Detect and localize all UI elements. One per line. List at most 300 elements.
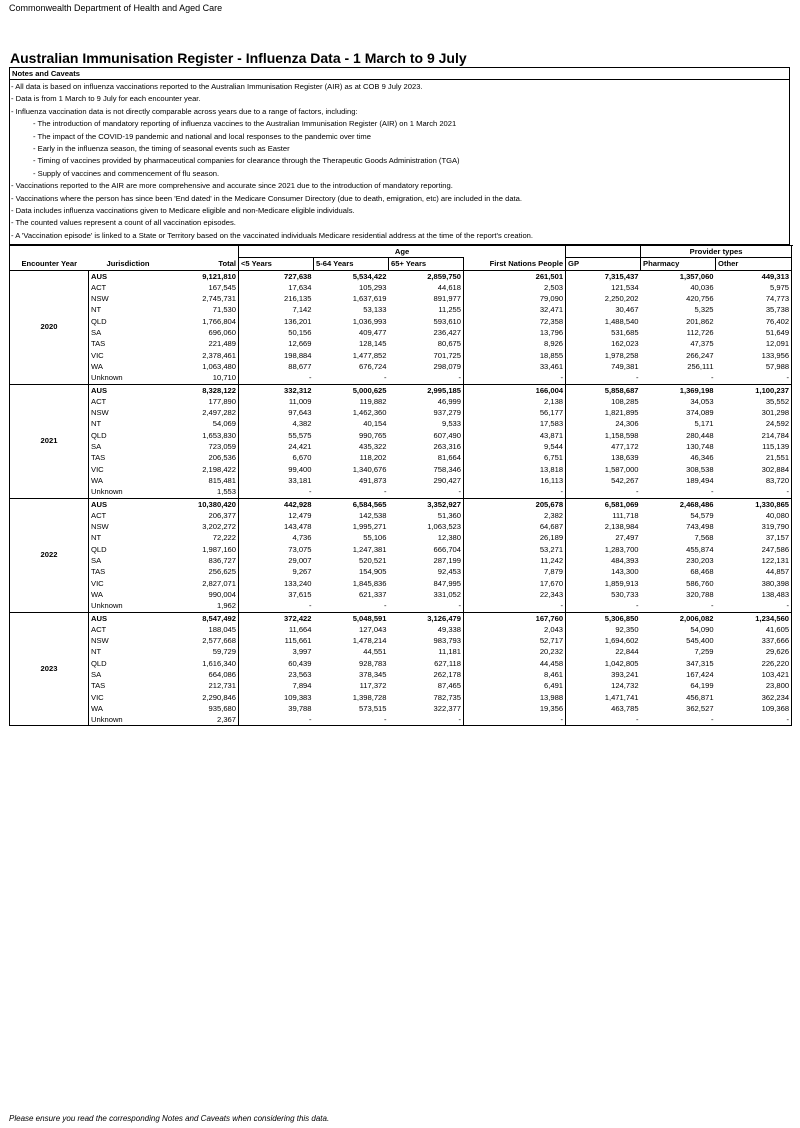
cell-gp: 162,023 (566, 338, 641, 349)
cell-jurisdiction: TAS (89, 566, 168, 577)
cell-jurisdiction: QLD (89, 316, 168, 327)
table-row (10, 372, 792, 384)
cell-5-64: 119,882 (359, 396, 387, 406)
cell-5-64: 128,145 (359, 339, 387, 349)
cell-other: 35,552 (716, 396, 792, 407)
cell-jurisdiction: TAS (89, 452, 168, 463)
cell-pharmacy: 112,726 (686, 328, 714, 338)
cell-5-64: - (314, 486, 389, 498)
cell-total: 54,069 (212, 419, 236, 429)
table-row (10, 658, 792, 669)
cell-total: 3,202,272 (202, 522, 236, 532)
cell-pharmacy: 743,498 (686, 522, 714, 532)
cell-pharmacy: 130,748 (686, 442, 714, 452)
cell-total: 1,766,804 (202, 316, 236, 326)
cell-total: 1,616,340 (202, 658, 236, 668)
cell-5-64: 53,133 (363, 305, 387, 315)
cell-pharmacy: - (641, 600, 716, 612)
cell-gp: 7,315,437 (566, 270, 641, 282)
cell-jurisdiction: SA (89, 669, 168, 680)
cell-under5: 37,615 (239, 589, 314, 600)
table-row (10, 714, 792, 726)
cell-total: 72,222 (212, 533, 236, 543)
cell-gp: 6,581,069 (566, 498, 641, 510)
cell-first-nations: 8,926 (464, 338, 566, 349)
cell-under5: 97,643 (239, 407, 314, 418)
cell-under5: 115,661 (239, 635, 314, 646)
cell-first-nations: - (464, 714, 566, 726)
cell-65plus: 666,704 (433, 544, 461, 554)
note-line: - The impact of the COVID-19 pandemic and national and local responses to the pandemic over time (33, 131, 371, 141)
cell-5-64: 409,477 (359, 328, 387, 338)
cell-pharmacy: 46,346 (690, 453, 714, 463)
cell-first-nations: 32,471 (464, 304, 566, 315)
cell-total: 935,680 (208, 703, 236, 713)
cell-first-nations: 2,382 (464, 510, 566, 521)
cell-pharmacy: 545,400 (686, 636, 714, 646)
cell-other: 214,784 (716, 430, 792, 441)
cell-gp: 463,785 (566, 703, 641, 714)
cell-total: 2,290,846 (202, 692, 236, 702)
cell-jurisdiction: TAS (89, 338, 168, 349)
cell-5-64: 44,551 (363, 647, 387, 657)
cell-pharmacy: - (641, 372, 716, 384)
cell-first-nations: 53,271 (464, 544, 566, 555)
table-row (10, 624, 792, 635)
cell-other: 35,738 (716, 304, 792, 315)
cell-gp: 138,639 (566, 452, 641, 463)
cell-jurisdiction: NSW (89, 407, 168, 418)
cell-65plus: 49,338 (437, 624, 461, 634)
cell-other: 23,800 (716, 680, 792, 691)
cell-65plus: 322,377 (433, 703, 461, 713)
table-row (10, 486, 792, 498)
cell-65plus: 11,255 (438, 305, 461, 315)
cell-pharmacy: 362,527 (686, 703, 714, 713)
table-row (10, 464, 792, 475)
cell-jurisdiction: Unknown (89, 600, 168, 612)
cell-gp: - (566, 372, 641, 384)
cell-5-64: 1,845,836 (352, 578, 387, 588)
cell-jurisdiction: TAS (89, 680, 168, 691)
cell-under5: 55,575 (239, 430, 314, 441)
cell-jurisdiction: QLD (89, 658, 168, 669)
cell-other: - (716, 600, 792, 612)
cell-pharmacy: 256,111 (687, 361, 714, 371)
cell-65plus: 81,664 (437, 453, 461, 463)
cell-gp: 1,694,602 (566, 635, 641, 646)
cell-total: 664,086 (208, 669, 236, 679)
cell-65plus: 262,178 (433, 669, 461, 679)
cell-total: 256,625 (208, 567, 236, 577)
cell-65plus: 847,995 (433, 578, 461, 588)
cell-other: 337,666 (716, 635, 792, 646)
cell-under5: 143,478 (239, 521, 314, 532)
cell-gp: 2,250,202 (566, 293, 641, 304)
cell-pharmacy: 68,468 (690, 567, 714, 577)
cell-total: 2,497,282 (202, 408, 236, 418)
cell-5-64: 1,478,214 (352, 636, 387, 646)
cell-pharmacy: 2,468,486 (679, 499, 714, 509)
cell-first-nations: 18,855 (464, 350, 566, 361)
cell-65plus: 236,427 (433, 328, 461, 338)
cell-other: 1,100,237 (716, 384, 792, 396)
cell-first-nations: 43,871 (464, 430, 566, 441)
cell-under5: 332,312 (239, 384, 314, 396)
cell-gp: 5,306,850 (566, 612, 641, 624)
cell-jurisdiction: Unknown (89, 714, 168, 726)
cell-65plus: - (389, 600, 464, 612)
cell-5-64: 520,521 (359, 556, 387, 566)
cell-jurisdiction: VIC (89, 692, 168, 703)
cell-first-nations: 52,717 (464, 635, 566, 646)
cell-total: 2,367 (168, 714, 239, 726)
note-line: - Data is from 1 March to 9 July for each encounter year. (11, 94, 201, 104)
cell-jurisdiction: WA (89, 703, 168, 714)
cell-5-64: 621,337 (359, 589, 387, 599)
table-row (10, 600, 792, 612)
cell-65plus: 2,995,185 (427, 385, 461, 395)
cell-65plus: 12,380 (437, 533, 461, 543)
cell-jurisdiction: ACT (89, 396, 168, 407)
cell-gp: 1,158,598 (566, 430, 641, 441)
cell-first-nations: 20,232 (464, 646, 566, 657)
table-row (10, 578, 792, 589)
cell-total: 836,727 (208, 556, 236, 566)
cell-pharmacy: 374,089 (686, 408, 714, 418)
cell-under5: 17,634 (239, 282, 314, 293)
cell-first-nations: - (464, 486, 566, 498)
cell-jurisdiction: NSW (89, 293, 168, 304)
cell-under5: 372,422 (239, 612, 314, 624)
cell-first-nations: - (464, 372, 566, 384)
cell-pharmacy: 1,357,060 (679, 271, 714, 281)
cell-gp: 111,718 (566, 510, 641, 521)
cell-pharmacy: - (641, 486, 716, 498)
cell-pharmacy: 347,315 (686, 658, 714, 668)
table-row (10, 498, 792, 510)
cell-other: 41,605 (716, 624, 792, 635)
cell-total: 10,380,420 (197, 499, 236, 509)
cell-other: 29,626 (716, 646, 792, 657)
cell-65plus: 2,859,750 (427, 271, 461, 281)
cell-jurisdiction: Unknown (89, 372, 168, 384)
cell-under5: 88,677 (239, 361, 314, 372)
table-row (10, 407, 792, 418)
cell-5-64: 1,036,993 (352, 316, 387, 326)
table-row (10, 384, 792, 396)
col-header-5-64: 5-64 Years (314, 258, 389, 270)
note-line: - Data includes influenza vaccinations given to Medicare eligible and non-Medicare eligible individuals. (11, 205, 355, 215)
cell-under5: 216,135 (239, 293, 314, 304)
cell-5-64: 142,538 (359, 510, 387, 520)
cell-other: 302,884 (716, 464, 792, 475)
cell-other: 1,234,560 (716, 612, 792, 624)
cell-gp: 92,350 (566, 624, 641, 635)
cell-5-64: 1,340,676 (352, 464, 387, 474)
cell-jurisdiction: AUS (89, 384, 168, 396)
table-row (10, 692, 792, 703)
cell-other: 44,857 (716, 566, 792, 577)
cell-gp: 531,685 (566, 327, 641, 338)
cell-65plus: 937,279 (433, 408, 461, 418)
cell-under5: 4,736 (239, 532, 314, 543)
cell-other: 122,131 (716, 555, 792, 566)
col-header-total: Total (168, 258, 239, 270)
cell-65plus: 80,675 (437, 339, 461, 349)
cell-pharmacy: 308,538 (686, 464, 714, 474)
cell-under5: 33,181 (239, 475, 314, 486)
table-row (10, 338, 792, 349)
cell-65plus: 51,360 (437, 510, 461, 520)
cell-65plus: 46,999 (437, 396, 461, 406)
cell-first-nations: 44,458 (464, 658, 566, 669)
cell-total: 206,536 (208, 453, 236, 463)
cell-65plus: 3,352,927 (427, 499, 461, 509)
cell-first-nations: - (464, 600, 566, 612)
cell-other: 21,551 (716, 452, 792, 463)
cell-total: 2,378,461 (202, 350, 236, 360)
cell-first-nations: 13,988 (464, 692, 566, 703)
encounter-year-cell: 2020 (10, 270, 89, 384)
cell-first-nations: 26,189 (464, 532, 566, 543)
cell-pharmacy: 230,203 (686, 556, 714, 566)
cell-pharmacy: 47,375 (690, 339, 714, 349)
cell-under5: 727,638 (239, 270, 314, 282)
table-row (10, 316, 792, 327)
cell-jurisdiction: WA (89, 475, 168, 486)
cell-gp: - (566, 714, 641, 726)
cell-5-64: 127,043 (359, 624, 387, 634)
cell-other: 115,139 (716, 441, 792, 452)
table-row (10, 282, 792, 293)
cell-5-64: 1,247,381 (352, 544, 387, 554)
cell-pharmacy: 54,579 (690, 510, 714, 520)
cell-jurisdiction: VIC (89, 578, 168, 589)
cell-65plus: 287,199 (433, 556, 461, 566)
cell-5-64: 1,637,619 (352, 294, 387, 304)
cell-65plus: 891,977 (433, 294, 461, 304)
cell-total: 212,731 (208, 681, 236, 691)
cell-5-64: 1,462,360 (352, 408, 387, 418)
cell-5-64: 1,398,728 (352, 692, 387, 702)
cell-65plus: 701,725 (433, 350, 461, 360)
encounter-year-cell: 2022 (10, 498, 89, 612)
cell-gp: 1,488,540 (566, 316, 641, 327)
cell-first-nations: 205,678 (464, 498, 566, 510)
table-row (10, 521, 792, 532)
cell-under5: 12,479 (239, 510, 314, 521)
cell-65plus: 92,453 (437, 567, 461, 577)
cell-gp: 27,497 (566, 532, 641, 543)
cell-total: 1,653,830 (202, 430, 236, 440)
cell-gp: 143,300 (566, 566, 641, 577)
col-header-65plus: 65+ Years (389, 258, 464, 270)
cell-under5: 3,997 (239, 646, 314, 657)
col-header-gp: GP (566, 258, 641, 270)
cell-other: 226,220 (716, 658, 792, 669)
cell-5-64: 154,905 (359, 567, 387, 577)
table-row (10, 475, 792, 486)
cell-65plus: 331,052 (433, 589, 461, 599)
cell-under5: 23,563 (239, 669, 314, 680)
note-line: - Early in the influenza season, the timing of seasonal events such as Easter (33, 143, 290, 153)
provider-group-header: Provider types (641, 246, 792, 258)
cell-first-nations: 11,242 (464, 555, 566, 566)
cell-pharmacy: 456,871 (686, 692, 714, 702)
cell-total: 8,328,122 (202, 385, 236, 395)
cell-pharmacy: 167,424 (686, 669, 714, 679)
cell-jurisdiction: AUS (89, 498, 168, 510)
table-row (10, 327, 792, 338)
table-row (10, 669, 792, 680)
cell-jurisdiction: NSW (89, 635, 168, 646)
cell-total: 10,710 (168, 372, 239, 384)
cell-under5: 11,009 (239, 396, 314, 407)
cell-jurisdiction: NT (89, 418, 168, 429)
cell-gp: 108,285 (566, 396, 641, 407)
cell-5-64: 676,724 (359, 361, 387, 371)
cell-jurisdiction: WA (89, 589, 168, 600)
table-row (10, 555, 792, 566)
cell-under5: 7,142 (239, 304, 314, 315)
cell-65plus: - (389, 372, 464, 384)
table-row (10, 396, 792, 407)
cell-5-64: 40,154 (363, 419, 387, 429)
influenza-data-table (9, 245, 792, 726)
cell-pharmacy: 7,259 (694, 647, 714, 657)
cell-first-nations: 64,687 (464, 521, 566, 532)
cell-pharmacy: 1,369,198 (679, 385, 714, 395)
col-header-first-nations: First Nations People (464, 258, 566, 270)
cell-jurisdiction: ACT (89, 510, 168, 521)
col-header-jurisdiction: Jurisdiction (89, 258, 168, 270)
table-row (10, 293, 792, 304)
cell-first-nations: 261,501 (464, 270, 566, 282)
cell-65plus: - (389, 714, 464, 726)
cell-first-nations: 19,356 (464, 703, 566, 714)
cell-first-nations: 8,461 (464, 669, 566, 680)
cell-total: 206,377 (208, 510, 236, 520)
cell-total: 815,481 (208, 475, 236, 485)
cell-gp: 393,241 (566, 669, 641, 680)
cell-65plus: 607,490 (433, 430, 461, 440)
table-row (10, 361, 792, 372)
department-name: Commonwealth Department of Health and Aged Care (9, 3, 223, 13)
age-group-header: Age (239, 246, 566, 258)
cell-total: 188,045 (208, 624, 236, 634)
note-line: - A 'Vaccination episode' is linked to a State or Territory based on the vaccinated individuals Medicare residential address at the time of the report's creation. (11, 230, 533, 240)
cell-under5: 73,075 (239, 544, 314, 555)
cell-5-64: 5,048,591 (352, 613, 387, 623)
footer-note: Please ensure you read the corresponding Notes and Caveats when considering this data. (9, 1114, 330, 1123)
cell-first-nations: 72,358 (464, 316, 566, 327)
cell-total: 59,729 (212, 647, 236, 657)
cell-65plus: 1,063,523 (427, 522, 461, 532)
cell-under5: 7,894 (239, 680, 314, 691)
note-line: - Timing of vaccines provided by pharmaceutical companies for clearance through the Therapeutic Goods Administration (TGA) (33, 156, 460, 166)
cell-pharmacy: 586,760 (686, 578, 714, 588)
cell-65plus: 9,533 (441, 419, 461, 429)
cell-pharmacy: 2,006,082 (679, 613, 714, 623)
cell-jurisdiction: VIC (89, 350, 168, 361)
cell-total: 1,962 (168, 600, 239, 612)
cell-5-64: 1,995,271 (352, 522, 387, 532)
table-row (10, 544, 792, 555)
table-row (10, 703, 792, 714)
cell-jurisdiction: QLD (89, 544, 168, 555)
cell-first-nations: 79,090 (464, 293, 566, 304)
cell-65plus: 298,079 (433, 361, 461, 371)
cell-total: 177,890 (208, 396, 236, 406)
table-row (10, 452, 792, 463)
table-row (10, 635, 792, 646)
cell-other: - (716, 372, 792, 384)
cell-65plus: - (389, 486, 464, 498)
cell-pharmacy: 320,788 (686, 589, 714, 599)
cell-65plus: 263,316 (433, 442, 461, 452)
note-line: - The introduction of mandatory reporting of influenza vaccines to the Australian Immunisation Register (AIR) on 1 March 2021 (33, 119, 457, 129)
encounter-year-cell: 2021 (10, 384, 89, 498)
group-header-row (10, 246, 792, 258)
cell-first-nations: 13,818 (464, 464, 566, 475)
cell-pharmacy: 280,448 (686, 430, 714, 440)
cell-5-64: - (314, 714, 389, 726)
cell-total: 2,827,071 (202, 578, 236, 588)
cell-under5: 4,382 (239, 418, 314, 429)
table-body (10, 270, 792, 726)
cell-other: 362,234 (716, 692, 792, 703)
cell-under5: - (239, 372, 314, 384)
table-row (10, 430, 792, 441)
cell-gp: - (566, 486, 641, 498)
cell-pharmacy: 266,247 (686, 350, 714, 360)
cell-first-nations: 6,751 (464, 452, 566, 463)
cell-gp: 530,733 (566, 589, 641, 600)
cell-gp: 749,381 (566, 361, 641, 372)
cell-other: 247,586 (716, 544, 792, 555)
cell-total: 8,547,492 (202, 613, 236, 623)
cell-pharmacy: 64,199 (690, 681, 714, 691)
cell-other: - (716, 714, 792, 726)
cell-pharmacy: 40,036 (690, 282, 714, 292)
cell-gp: 1,859,913 (566, 578, 641, 589)
table-row (10, 532, 792, 543)
column-header-row (10, 258, 792, 270)
cell-total: 2,577,668 (202, 636, 236, 646)
cell-gp: 2,138,984 (566, 521, 641, 532)
cell-5-64: 928,783 (359, 658, 387, 668)
notes-body (10, 80, 789, 244)
note-line: - All data is based on influenza vaccinations reported to the Australian Immunisation Register (AIR) as at COB 9 July 2023. (11, 82, 423, 91)
cell-total: 221,489 (208, 339, 236, 349)
cell-5-64: - (314, 600, 389, 612)
cell-65plus: 782,735 (433, 692, 461, 702)
cell-under5: 24,421 (239, 441, 314, 452)
table-row (10, 350, 792, 361)
cell-under5: 198,884 (239, 350, 314, 361)
cell-under5: 12,669 (239, 338, 314, 349)
cell-total: 167,545 (208, 282, 236, 292)
cell-pharmacy: 5,171 (694, 419, 714, 429)
cell-first-nations: 22,343 (464, 589, 566, 600)
cell-65plus: 11,181 (438, 647, 461, 657)
cell-first-nations: 2,043 (464, 624, 566, 635)
table-row (10, 510, 792, 521)
cell-65plus: 758,346 (433, 464, 461, 474)
cell-other: 40,080 (716, 510, 792, 521)
cell-under5: 11,664 (239, 624, 314, 635)
